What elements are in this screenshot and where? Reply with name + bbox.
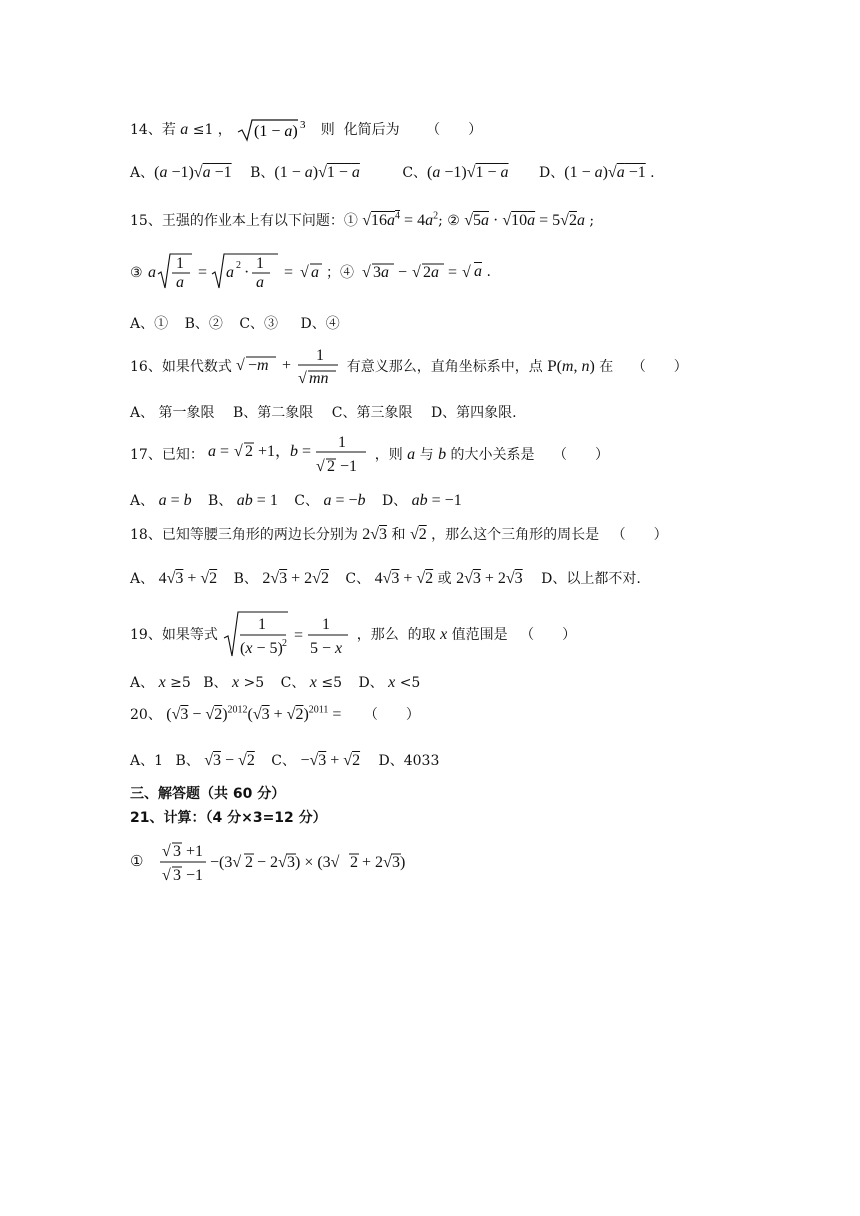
svg-text:mn: mn [309,370,329,387]
svg-text:√: √ [316,458,326,475]
question-19-stem: 19、如果等式 1 (x − 5) 2 = 1 5 − x ，那么 的取 x 值范围是 （ ） [130,610,576,660]
svg-text:√: √ [412,264,421,281]
svg-text:2: 2 [282,638,288,649]
svg-text:1: 1 [258,616,267,633]
svg-text:1: 1 [322,616,331,633]
question-18-options: A、 4√3 + √2 B、 2√3 + 2√2 C、 4√3 + √2 或 2√3 + 2√3 D、以上都不对. [130,570,641,587]
question-17-stem: 17、已知： a = √ 2 +1， b = 1 √ 2 −1 ，则 a 与 b 的大小关系是 （ ） [130,434,609,475]
svg-text:=: = [198,264,208,281]
sqrt-cube-expression [236,116,316,142]
svg-text:③: ③ [130,265,143,281]
svg-text:=: = [284,264,294,281]
svg-text:a: a [176,274,184,291]
svg-text:5 − x: 5 − x [310,640,343,657]
svg-text:+: + [282,357,292,374]
q19-equation [222,610,352,660]
q17-expression [208,434,370,476]
question-15-options: A、① B、② C、③ D、④ [130,316,340,332]
svg-text:(1 − a): (1 − a) [254,123,298,140]
svg-text:−1: −1 [340,458,358,475]
svg-text:√: √ [300,264,309,281]
svg-text:2a: 2a [423,264,439,281]
question-21-title: 21、计算：（4 分×3=12 分） [130,810,327,826]
svg-text:−1: −1 [186,867,204,884]
svg-text:√: √ [162,843,171,860]
svg-text:1: 1 [256,255,264,272]
svg-text:=: = [448,264,458,281]
svg-text:2: 2 [236,260,241,271]
q16-expression [236,346,342,388]
svg-text:1: 1 [176,255,184,272]
q21-expression [130,838,430,884]
svg-text:a: a [256,274,264,291]
question-14-options: A、(a −1)√a −1 B、(1 − a)√1 − a C、(a −1)√1 − a D、(1 − a)√a −1 . [130,164,655,181]
question-18-stem: 18、已知等腰三角形的两边长分别为 2√3 和 √2 ，那么这个三角形的周长是 （ ） [130,526,668,543]
question-15-stem: 15、王强的作业本上有以下问题：① $√16a^4 = 4a^2$; ② √5a · √10a = 5√2a ; [130,210,595,229]
svg-text:3): 3) [392,854,406,871]
svg-text:(x − 5): (x − 5) [240,640,284,657]
svg-text:b: b [290,443,299,460]
svg-text:；④: ；④ [326,265,354,281]
svg-text:√: √ [298,370,308,387]
svg-text:2 + 2√: 2 + 2√ [350,854,392,871]
question-17-options: A、 a = b B、 ab = 1 C、 a = −b D、 ab = −1 [130,492,462,509]
svg-text:−: − [398,264,408,281]
svg-text:①: ① [130,852,144,870]
section-3-title: 三、解答题（共 60 分） [130,786,286,802]
svg-text:2: 2 [245,443,254,460]
svg-text:=: = [220,443,230,460]
svg-text:3: 3 [173,843,181,860]
svg-text:2: 2 [327,458,336,475]
svg-text:+1，: +1， [258,443,292,460]
svg-text:a: a [148,264,156,281]
svg-text:1: 1 [316,347,325,364]
svg-text:3: 3 [300,119,306,131]
question-16-options: A、 第一象限 B、第二象限 C、第三象限 D、第四象限. [130,405,517,421]
svg-text:2 − 2√: 2 − 2√ [245,854,287,871]
svg-text:1: 1 [338,434,347,451]
svg-text:=: = [302,443,312,460]
question-20-stem: 20、 $(√3 - √2)^{2012}(√3 + √2)^{2011}$ = （ ） [130,704,420,723]
svg-text:√: √ [162,867,171,884]
svg-text:√: √ [234,443,244,460]
svg-text:√: √ [236,357,246,374]
svg-text:√: √ [462,264,471,281]
question-16-stem: 16、如果代数式 √ −m + 1 √ mn 有意义那么，直角坐标系中，点 P(m, n) 在 （ ） [130,347,688,387]
svg-text:3: 3 [173,867,181,884]
question-20-options: A、1 B、 √3 − √2 C、 −√3 + √2 D、4033 [130,752,440,769]
q15-expressions-3-4 [130,250,480,294]
question-15-stem-continued: ③ a 1 a = a 2 · 1 a = √ a ；④ √ 3a − √ 2a = √ a . [130,250,491,294]
svg-text:−m: −m [248,357,269,374]
svg-text:√: √ [362,264,371,281]
svg-text:·: · [244,264,250,281]
svg-text:3) × (3√: 3) × (3√ [287,854,340,871]
question-21-item-1 [130,838,430,884]
question-14-stem: 14、若 a ≤1 ， (1 − a) 3 则 化简后为 （ ） [130,116,482,142]
svg-text:a: a [208,443,217,460]
svg-text:a: a [311,264,319,281]
svg-text:+1: +1 [186,843,204,860]
svg-text:=: = [294,627,304,644]
svg-text:3a: 3a [373,264,389,281]
svg-text:a: a [226,264,234,281]
svg-text:−(3√: −(3√ [210,854,242,871]
question-19-options: A、 x ≥5 B、 x >5 C、 x ≤5 D、 x <5 [130,674,421,691]
